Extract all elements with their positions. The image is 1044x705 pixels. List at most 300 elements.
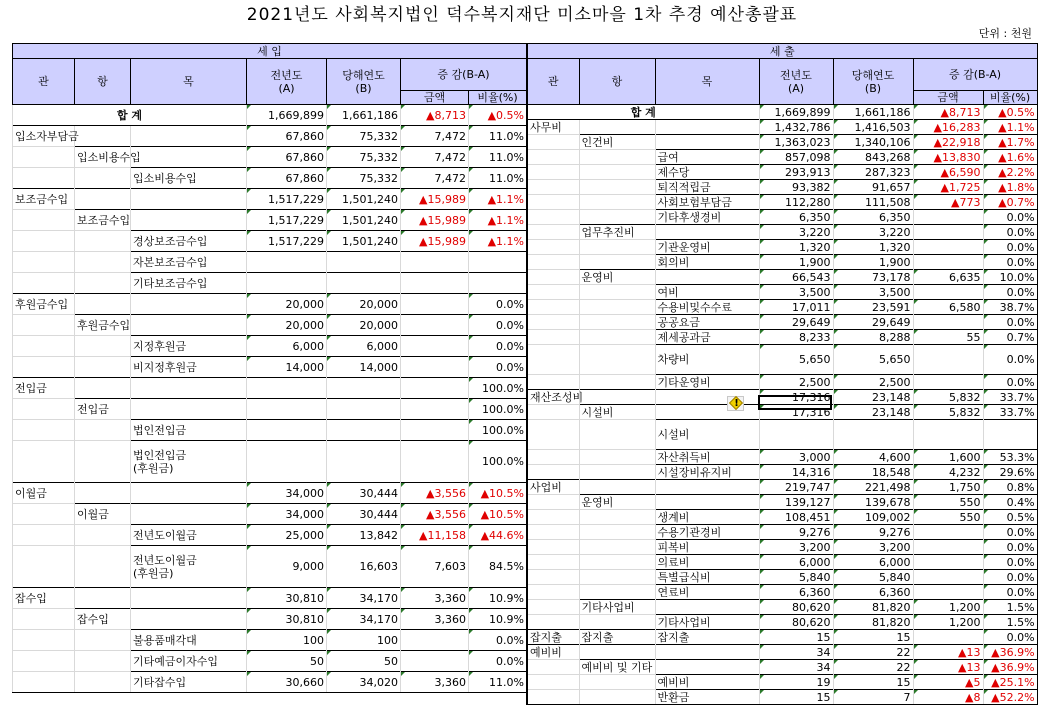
amount-cell[interactable]: 1,200 xyxy=(913,600,983,615)
ratio-cell[interactable]: ▲36.9% xyxy=(983,645,1037,660)
prev-cell[interactable]: 34,000 xyxy=(247,483,327,504)
kwan-cell[interactable] xyxy=(527,165,579,180)
amount-cell[interactable]: ▲15,989 xyxy=(401,189,469,210)
amount-cell[interactable] xyxy=(913,540,983,555)
ratio-cell[interactable]: ▲0.5% xyxy=(983,105,1037,120)
amount-cell[interactable]: 55 xyxy=(913,330,983,345)
hang-cell[interactable] xyxy=(579,285,655,300)
kwan-cell[interactable] xyxy=(527,240,579,255)
prev-cell[interactable]: 2,500 xyxy=(759,375,833,390)
prev-cell[interactable]: 3,220 xyxy=(759,225,833,240)
amount-cell[interactable]: 3,360 xyxy=(401,609,469,630)
kwan-cell[interactable] xyxy=(527,510,579,525)
kwan-cell[interactable] xyxy=(13,420,75,441)
prev-cell[interactable]: 9,000 xyxy=(247,546,327,588)
mok-cell[interactable]: 자산취득비 xyxy=(655,450,759,465)
prev-cell[interactable]: 67,860 xyxy=(247,147,327,168)
mok-cell[interactable]: 특별급식비 xyxy=(655,570,759,585)
ratio-cell[interactable] xyxy=(469,252,527,273)
amount-cell[interactable] xyxy=(401,420,469,441)
amount-cell[interactable]: 1,750 xyxy=(913,480,983,495)
ratio-cell[interactable]: 0.0% xyxy=(983,525,1037,540)
prev-cell[interactable] xyxy=(247,441,327,483)
hang-cell[interactable] xyxy=(579,450,655,465)
prev-cell[interactable]: 1,363,023 xyxy=(759,135,833,150)
kwan-cell[interactable] xyxy=(527,270,579,285)
prev-cell[interactable]: 9,276 xyxy=(759,525,833,540)
kwan-cell[interactable] xyxy=(13,252,75,273)
amount-cell[interactable]: 6,635 xyxy=(913,270,983,285)
mok-cell[interactable]: 기타잡수입 xyxy=(131,672,247,693)
curr-cell[interactable]: 29,649 xyxy=(833,315,913,330)
ratio-cell[interactable] xyxy=(983,420,1037,450)
hang-cell[interactable] xyxy=(579,375,655,390)
ratio-cell[interactable]: 33.7% xyxy=(983,405,1037,420)
mok-cell[interactable]: 반환금 xyxy=(655,690,759,705)
kwan-cell[interactable] xyxy=(527,345,579,375)
ratio-cell[interactable]: ▲1.1% xyxy=(469,189,527,210)
ratio-cell[interactable]: ▲0.7% xyxy=(983,195,1037,210)
mok-cell[interactable]: 급여 xyxy=(655,150,759,165)
prev-cell[interactable]: 80,620 xyxy=(759,600,833,615)
kwan-cell[interactable] xyxy=(13,672,75,693)
hang-cell[interactable] xyxy=(75,378,131,399)
ratio-cell[interactable]: 84.5% xyxy=(469,546,527,588)
kwan-cell[interactable] xyxy=(527,375,579,390)
kwan-cell[interactable] xyxy=(527,315,579,330)
curr-cell[interactable]: 4,600 xyxy=(833,450,913,465)
amount-cell[interactable] xyxy=(401,273,469,294)
ratio-cell[interactable]: 10.9% xyxy=(469,588,527,609)
curr-cell[interactable]: 30,444 xyxy=(327,504,401,525)
curr-cell[interactable] xyxy=(833,420,913,450)
mok-cell[interactable] xyxy=(655,480,759,495)
ratio-cell[interactable]: 0.0% xyxy=(983,225,1037,240)
kwan-cell[interactable]: 예비비 xyxy=(527,645,579,660)
amount-cell[interactable]: ▲8,713 xyxy=(401,105,469,126)
prev-cell[interactable] xyxy=(247,378,327,399)
kwan-cell[interactable] xyxy=(527,585,579,600)
kwan-cell[interactable] xyxy=(527,600,579,615)
curr-cell[interactable]: 1,661,186 xyxy=(327,105,401,126)
amount-cell[interactable]: ▲8,713 xyxy=(913,105,983,120)
curr-cell[interactable]: 221,498 xyxy=(833,480,913,495)
mok-cell[interactable]: 공공요금 xyxy=(655,315,759,330)
curr-cell[interactable]: 1,900 xyxy=(833,255,913,270)
ratio-cell[interactable]: 38.7% xyxy=(983,300,1037,315)
amount-cell[interactable] xyxy=(913,345,983,375)
hang-cell[interactable] xyxy=(75,672,131,693)
amount-cell[interactable]: ▲11,158 xyxy=(401,525,469,546)
ratio-cell[interactable]: 0.8% xyxy=(983,480,1037,495)
hang-cell[interactable] xyxy=(579,330,655,345)
hang-cell[interactable] xyxy=(75,294,131,315)
curr-cell[interactable]: 8,288 xyxy=(833,330,913,345)
kwan-cell[interactable] xyxy=(13,399,75,420)
amount-cell[interactable] xyxy=(913,585,983,600)
ratio-cell[interactable]: 0.0% xyxy=(983,585,1037,600)
ratio-cell[interactable]: 0.0% xyxy=(983,255,1037,270)
hang-cell[interactable]: 예비비 및 기타 xyxy=(579,660,655,675)
amount-cell[interactable]: 7,472 xyxy=(401,168,469,189)
hang-cell[interactable]: 시설비 xyxy=(579,405,655,420)
hang-cell[interactable] xyxy=(75,525,131,546)
prev-cell[interactable]: 1,517,229 xyxy=(247,189,327,210)
amount-cell[interactable]: 550 xyxy=(913,495,983,510)
hang-cell[interactable] xyxy=(75,189,131,210)
mok-cell[interactable]: 기타후생경비 xyxy=(655,210,759,225)
amount-cell[interactable] xyxy=(401,378,469,399)
ratio-cell[interactable]: ▲1.8% xyxy=(983,180,1037,195)
curr-cell[interactable]: 1,416,503 xyxy=(833,120,913,135)
hang-cell[interactable]: 이월금 xyxy=(75,504,131,525)
amount-cell[interactable]: ▲13 xyxy=(913,660,983,675)
curr-cell[interactable]: 23,148 xyxy=(833,390,913,405)
kwan-cell[interactable] xyxy=(527,405,579,420)
mok-cell[interactable] xyxy=(131,210,247,231)
hang-cell[interactable]: 기타사업비 xyxy=(579,600,655,615)
prev-cell[interactable]: 14,000 xyxy=(247,357,327,378)
curr-cell[interactable] xyxy=(327,420,401,441)
ratio-cell[interactable]: 0.0% xyxy=(469,651,527,672)
prev-cell[interactable]: 1,320 xyxy=(759,240,833,255)
prev-cell[interactable]: 3,500 xyxy=(759,285,833,300)
mok-cell[interactable]: 잡지출 xyxy=(655,630,759,645)
kwan-cell[interactable] xyxy=(13,336,75,357)
hang-cell[interactable]: 입소비용수입 xyxy=(75,147,131,168)
hang-cell[interactable]: 보조금수입 xyxy=(75,210,131,231)
curr-cell[interactable]: 75,332 xyxy=(327,147,401,168)
kwan-cell[interactable] xyxy=(13,231,75,252)
curr-cell[interactable]: 3,220 xyxy=(833,225,913,240)
hang-cell[interactable]: 운영비 xyxy=(579,270,655,285)
amount-cell[interactable]: ▲5 xyxy=(913,675,983,690)
prev-cell[interactable]: 6,360 xyxy=(759,585,833,600)
mok-cell[interactable]: 비지정후원금 xyxy=(131,357,247,378)
kwan-cell[interactable] xyxy=(527,675,579,690)
hang-cell[interactable]: 전입금 xyxy=(75,399,131,420)
amount-cell[interactable] xyxy=(401,630,469,651)
mok-cell[interactable] xyxy=(131,294,247,315)
prev-cell[interactable]: 1,900 xyxy=(759,255,833,270)
curr-cell[interactable]: 5,840 xyxy=(833,570,913,585)
curr-cell[interactable]: 22 xyxy=(833,660,913,675)
hang-cell[interactable] xyxy=(75,588,131,609)
prev-cell[interactable]: 3,000 xyxy=(759,450,833,465)
amount-cell[interactable] xyxy=(401,336,469,357)
curr-cell[interactable]: 20,000 xyxy=(327,294,401,315)
curr-cell[interactable]: 1,320 xyxy=(833,240,913,255)
curr-cell[interactable]: 18,548 xyxy=(833,465,913,480)
curr-cell[interactable]: 15 xyxy=(833,630,913,645)
hang-cell[interactable] xyxy=(579,555,655,570)
kwan-cell[interactable] xyxy=(527,420,579,450)
warning-diamond-icon[interactable]: ! xyxy=(727,396,744,411)
mok-cell[interactable]: 차량비 xyxy=(655,345,759,375)
kwan-cell[interactable] xyxy=(527,525,579,540)
hang-cell[interactable] xyxy=(579,465,655,480)
kwan-cell[interactable] xyxy=(13,504,75,525)
hang-cell[interactable] xyxy=(579,480,655,495)
kwan-cell[interactable] xyxy=(13,651,75,672)
kwan-cell[interactable] xyxy=(527,150,579,165)
prev-cell[interactable]: 17,316 xyxy=(759,405,833,420)
mok-cell[interactable]: 피복비 xyxy=(655,540,759,555)
kwan-cell[interactable] xyxy=(527,180,579,195)
curr-cell[interactable] xyxy=(327,273,401,294)
kwan-cell[interactable] xyxy=(13,630,75,651)
prev-cell[interactable]: 6,000 xyxy=(247,336,327,357)
mok-cell[interactable] xyxy=(131,189,247,210)
mok-cell[interactable]: 기타운영비 xyxy=(655,375,759,390)
mok-cell[interactable]: 자본보조금수입 xyxy=(131,252,247,273)
hang-cell[interactable] xyxy=(579,510,655,525)
kwan-cell[interactable] xyxy=(527,690,579,705)
curr-cell[interactable]: 16,603 xyxy=(327,546,401,588)
prev-cell[interactable]: 293,913 xyxy=(759,165,833,180)
ratio-cell[interactable]: 0.7% xyxy=(983,330,1037,345)
amount-cell[interactable] xyxy=(913,555,983,570)
amount-cell[interactable]: 6,580 xyxy=(913,300,983,315)
kwan-cell[interactable] xyxy=(13,210,75,231)
curr-cell[interactable]: 20,000 xyxy=(327,315,401,336)
ratio-cell[interactable]: 11.0% xyxy=(469,147,527,168)
curr-cell[interactable]: 139,678 xyxy=(833,495,913,510)
mok-cell[interactable] xyxy=(131,399,247,420)
curr-cell[interactable]: 1,501,240 xyxy=(327,210,401,231)
amount-cell[interactable]: ▲773 xyxy=(913,195,983,210)
prev-cell[interactable]: 34 xyxy=(759,645,833,660)
ratio-cell[interactable]: 53.3% xyxy=(983,450,1037,465)
ratio-cell[interactable]: 0.0% xyxy=(983,285,1037,300)
mok-cell[interactable] xyxy=(131,378,247,399)
prev-cell[interactable]: 17,316 xyxy=(759,390,833,405)
hang-cell[interactable] xyxy=(579,195,655,210)
amount-cell[interactable]: ▲16,283 xyxy=(913,120,983,135)
amount-cell[interactable]: 7,603 xyxy=(401,546,469,588)
curr-cell[interactable]: 109,002 xyxy=(833,510,913,525)
amount-cell[interactable] xyxy=(401,441,469,483)
kwan-cell[interactable] xyxy=(527,540,579,555)
hang-cell[interactable] xyxy=(75,273,131,294)
hang-cell[interactable] xyxy=(579,210,655,225)
hang-cell[interactable] xyxy=(75,231,131,252)
prev-cell[interactable]: 20,000 xyxy=(247,294,327,315)
curr-cell[interactable]: 22 xyxy=(833,645,913,660)
ratio-cell[interactable]: 0.0% xyxy=(983,570,1037,585)
ratio-cell[interactable]: 0.4% xyxy=(983,495,1037,510)
mok-cell[interactable] xyxy=(131,126,247,147)
hang-cell[interactable] xyxy=(75,252,131,273)
kwan-cell[interactable]: 사업비 xyxy=(527,480,579,495)
hang-cell[interactable]: 업무추진비 xyxy=(579,225,655,240)
hang-cell[interactable] xyxy=(579,615,655,630)
ratio-cell[interactable]: ▲1.1% xyxy=(469,210,527,231)
kwan-cell[interactable] xyxy=(527,210,579,225)
mok-cell[interactable]: 예비비 xyxy=(655,675,759,690)
amount-cell[interactable]: 7,472 xyxy=(401,147,469,168)
amount-cell[interactable] xyxy=(401,252,469,273)
hang-cell[interactable] xyxy=(579,150,655,165)
prev-cell[interactable] xyxy=(247,252,327,273)
total-label[interactable]: 합 계 xyxy=(13,105,247,126)
mok-cell[interactable] xyxy=(655,495,759,510)
curr-cell[interactable]: 14,000 xyxy=(327,357,401,378)
mok-cell[interactable] xyxy=(655,600,759,615)
kwan-cell[interactable]: 사무비 xyxy=(527,120,579,135)
prev-cell[interactable]: 108,451 xyxy=(759,510,833,525)
ratio-cell[interactable]: ▲0.5% xyxy=(469,105,527,126)
mok-cell[interactable] xyxy=(655,645,759,660)
curr-cell[interactable]: 81,820 xyxy=(833,600,913,615)
curr-cell[interactable]: 6,360 xyxy=(833,585,913,600)
ratio-cell[interactable]: 0.0% xyxy=(469,336,527,357)
curr-cell[interactable]: 3,200 xyxy=(833,540,913,555)
prev-cell[interactable]: 67,860 xyxy=(247,126,327,147)
curr-cell[interactable]: 50 xyxy=(327,651,401,672)
mok-cell[interactable] xyxy=(655,660,759,675)
mok-cell[interactable]: 기타보조금수입 xyxy=(131,273,247,294)
curr-cell[interactable]: 6,350 xyxy=(833,210,913,225)
curr-cell[interactable]: 75,332 xyxy=(327,168,401,189)
ratio-cell[interactable]: ▲10.5% xyxy=(469,483,527,504)
curr-cell[interactable]: 111,508 xyxy=(833,195,913,210)
curr-cell[interactable]: 30,444 xyxy=(327,483,401,504)
mok-cell[interactable]: 전년도이월금 xyxy=(131,525,247,546)
prev-cell[interactable]: 30,660 xyxy=(247,672,327,693)
kwan-cell[interactable] xyxy=(527,615,579,630)
prev-cell[interactable]: 5,650 xyxy=(759,345,833,375)
mok-cell[interactable]: 생계비 xyxy=(655,510,759,525)
hang-cell[interactable] xyxy=(579,180,655,195)
ratio-cell[interactable]: ▲1.6% xyxy=(983,150,1037,165)
ratio-cell[interactable]: 0.0% xyxy=(983,375,1037,390)
prev-cell[interactable] xyxy=(247,420,327,441)
ratio-cell[interactable]: 0.0% xyxy=(469,357,527,378)
ratio-cell[interactable]: ▲44.6% xyxy=(469,525,527,546)
kwan-cell[interactable] xyxy=(13,357,75,378)
prev-cell[interactable]: 34 xyxy=(759,660,833,675)
ratio-cell[interactable]: ▲10.5% xyxy=(469,504,527,525)
prev-cell[interactable]: 25,000 xyxy=(247,525,327,546)
kwan-cell[interactable] xyxy=(13,147,75,168)
curr-cell[interactable]: 34,170 xyxy=(327,588,401,609)
kwan-cell[interactable] xyxy=(527,300,579,315)
prev-cell[interactable]: 50 xyxy=(247,651,327,672)
mok-cell[interactable] xyxy=(131,483,247,504)
amount-cell[interactable] xyxy=(401,651,469,672)
mok-cell[interactable] xyxy=(655,225,759,240)
curr-cell[interactable]: 6,000 xyxy=(833,555,913,570)
amount-cell[interactable]: ▲15,989 xyxy=(401,231,469,252)
curr-cell[interactable]: 13,842 xyxy=(327,525,401,546)
ratio-cell[interactable]: 100.0% xyxy=(469,420,527,441)
amount-cell[interactable] xyxy=(913,315,983,330)
prev-cell[interactable]: 1,517,229 xyxy=(247,210,327,231)
curr-cell[interactable]: 91,657 xyxy=(833,180,913,195)
curr-cell[interactable]: 23,148 xyxy=(833,405,913,420)
kwan-cell[interactable]: 잡지출 xyxy=(527,630,579,645)
hang-cell[interactable] xyxy=(579,240,655,255)
amount-cell[interactable]: ▲3,556 xyxy=(401,504,469,525)
ratio-cell[interactable]: ▲1.7% xyxy=(983,135,1037,150)
hang-cell[interactable] xyxy=(75,420,131,441)
prev-cell[interactable]: 19 xyxy=(759,675,833,690)
amount-cell[interactable]: ▲13,830 xyxy=(913,150,983,165)
mok-cell[interactable] xyxy=(131,504,247,525)
prev-cell[interactable]: 100 xyxy=(247,630,327,651)
prev-cell[interactable]: 80,620 xyxy=(759,615,833,630)
amount-cell[interactable] xyxy=(913,570,983,585)
kwan-cell[interactable] xyxy=(527,450,579,465)
ratio-cell[interactable]: 29.6% xyxy=(983,465,1037,480)
prev-cell[interactable]: 1,517,229 xyxy=(247,231,327,252)
curr-cell[interactable]: 1,661,186 xyxy=(833,105,913,120)
ratio-cell[interactable]: 0.0% xyxy=(983,555,1037,570)
ratio-cell[interactable]: 10.0% xyxy=(983,270,1037,285)
curr-cell[interactable]: 81,820 xyxy=(833,615,913,630)
hang-cell[interactable] xyxy=(579,585,655,600)
hang-cell[interactable]: 운영비 xyxy=(579,495,655,510)
mok-cell[interactable] xyxy=(655,270,759,285)
amount-cell[interactable]: ▲15,989 xyxy=(401,210,469,231)
ratio-cell[interactable]: ▲36.9% xyxy=(983,660,1037,675)
hang-cell[interactable] xyxy=(75,357,131,378)
prev-cell[interactable]: 34,000 xyxy=(247,504,327,525)
mok-cell[interactable]: 기타사업비 xyxy=(655,615,759,630)
hang-cell[interactable]: 후원금수입 xyxy=(75,315,131,336)
amount-cell[interactable]: 7,472 xyxy=(401,126,469,147)
prev-cell[interactable]: 29,649 xyxy=(759,315,833,330)
prev-cell[interactable]: 8,233 xyxy=(759,330,833,345)
amount-cell[interactable] xyxy=(401,294,469,315)
mok-cell[interactable]: 입소비용수입 xyxy=(131,168,247,189)
curr-cell[interactable]: 9,276 xyxy=(833,525,913,540)
hang-cell[interactable] xyxy=(75,168,131,189)
kwan-cell[interactable]: 이월금 xyxy=(13,483,75,504)
hang-cell[interactable] xyxy=(579,525,655,540)
hang-cell[interactable] xyxy=(579,390,655,405)
mok-cell[interactable]: 여비 xyxy=(655,285,759,300)
ratio-cell[interactable] xyxy=(469,273,527,294)
kwan-cell[interactable] xyxy=(13,168,75,189)
prev-cell[interactable]: 67,860 xyxy=(247,168,327,189)
ratio-cell[interactable]: 0.0% xyxy=(469,315,527,336)
amount-cell[interactable] xyxy=(913,240,983,255)
ratio-cell[interactable]: 33.7% xyxy=(983,390,1037,405)
hang-cell[interactable] xyxy=(75,441,131,483)
hang-cell[interactable] xyxy=(579,675,655,690)
mok-cell[interactable] xyxy=(131,147,247,168)
prev-cell[interactable] xyxy=(247,273,327,294)
curr-cell[interactable] xyxy=(327,378,401,399)
curr-cell[interactable]: 100 xyxy=(327,630,401,651)
ratio-cell[interactable]: 0.0% xyxy=(469,630,527,651)
ratio-cell[interactable]: 1.5% xyxy=(983,615,1037,630)
mok-cell[interactable]: 퇴직적립금 xyxy=(655,180,759,195)
mok-cell[interactable] xyxy=(655,120,759,135)
ratio-cell[interactable]: 11.0% xyxy=(469,168,527,189)
amount-cell[interactable] xyxy=(913,525,983,540)
hang-cell[interactable] xyxy=(579,165,655,180)
amount-cell[interactable] xyxy=(913,375,983,390)
amount-cell[interactable]: ▲3,556 xyxy=(401,483,469,504)
hang-cell[interactable] xyxy=(75,546,131,588)
curr-cell[interactable]: 34,020 xyxy=(327,672,401,693)
kwan-cell[interactable] xyxy=(527,660,579,675)
curr-cell[interactable]: 15 xyxy=(833,675,913,690)
curr-cell[interactable] xyxy=(327,399,401,420)
